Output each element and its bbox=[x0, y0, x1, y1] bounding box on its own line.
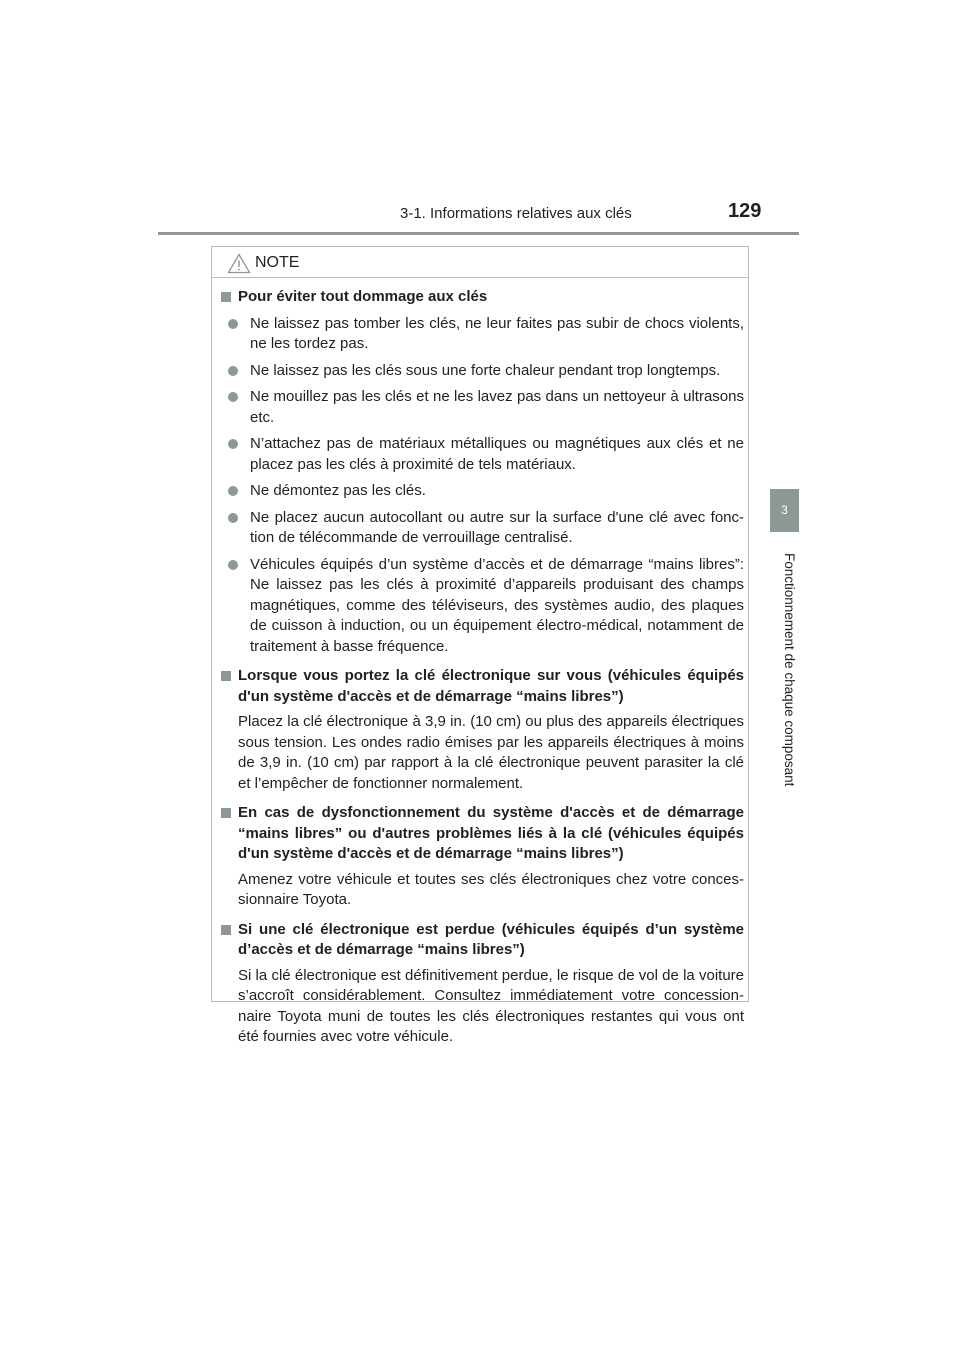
section-heading: Si une clé électronique est perdue (véhicules équipés d’un système d’accès et de démarrage “mains libres”) bbox=[220, 920, 744, 961]
list-item: Véhicules équipés d’un système d’accès et de démarrage “mains libres”: Ne laissez pas les clés à proximité d’appareils produisant des champs magnétiques, comme des téléviseurs, des systèmes audio, des plaques de cuisson à induction, ou un équipement électro-médical, notamment de traitement à basse fréquence. bbox=[228, 555, 744, 658]
note-header bbox=[212, 247, 748, 278]
dot-bullet-icon bbox=[228, 439, 238, 449]
dot-bullet-icon bbox=[228, 392, 238, 402]
note-body bbox=[220, 287, 744, 1048]
list-item: Ne placez aucun autocollant ou autre sur la surface d'une clé avec fonc-tion de télécommande de verrouillage centralisé. bbox=[228, 508, 744, 549]
section-paragraph: Si la clé électronique est définitivement perdue, le risque de vol de la voiture s’accroît considérablement. Consultez immédiatement votre concession-naire Toyota muni de toutes les clés électroniques restantes qui vous ont été fournies avec votre véhicule. bbox=[238, 966, 744, 1045]
square-bullet-icon bbox=[221, 292, 231, 302]
list-item: Ne laissez pas les clés sous une forte chaleur pendant trop longtemps. bbox=[228, 361, 744, 382]
note-title: NOTE bbox=[255, 254, 300, 271]
square-bullet-icon bbox=[221, 671, 231, 681]
list-item: Ne laissez pas tomber les clés, ne leur faites pas subir de chocs violents, ne les tordez pas. bbox=[228, 314, 744, 355]
dot-bullet-icon bbox=[228, 319, 238, 329]
list-item: Ne mouillez pas les clés et ne les lavez pas dans un nettoyeur à ultrasons etc. bbox=[228, 387, 744, 428]
square-bullet-icon bbox=[221, 925, 231, 935]
section-paragraph: Amenez votre véhicule et toutes ses clés électroniques chez votre conces-sionnaire Toyota. bbox=[238, 870, 744, 908]
header-rule bbox=[158, 232, 799, 235]
square-bullet-icon bbox=[221, 808, 231, 818]
section-paragraph: Placez la clé électronique à 3,9 in. (10 cm) ou plus des appareils électriques sous tension. Les ondes radio émises par les appareils électriques à moins de 3,9 in. (10 cm) par rapport à la clé électronique peuvent parasiter la clé et l’empêcher de fonctionner normalement. bbox=[238, 713, 744, 792]
note-box bbox=[211, 246, 749, 1045]
dot-bullet-icon bbox=[228, 560, 238, 570]
dot-bullet-icon bbox=[228, 486, 238, 496]
section-heading: Lorsque vous portez la clé électronique sur vous (véhicules équipés d'un système d'accès et de démarrage “mains libres”) bbox=[220, 666, 744, 707]
chapter-title: Fonctionnement de chaque composant bbox=[782, 553, 797, 787]
list-item: N’attachez pas de matériaux métalliques ou magnétiques aux clés et ne placez pas les clés à proximité de tels matériaux. bbox=[228, 434, 744, 475]
section-heading: Pour éviter tout dommage aux clés bbox=[220, 287, 744, 308]
warning-triangle-icon bbox=[227, 253, 251, 279]
section-heading: En cas de dysfonctionnement du système d'accès et de démarrage “mains libres” ou d'autres problèmes liés à la clé (véhicules équipés d'un système d'accès et de démarrage “mains libres”) bbox=[220, 803, 744, 865]
page-number: 129 bbox=[728, 200, 762, 222]
dot-bullet-icon bbox=[228, 366, 238, 376]
list-item: Ne démontez pas les clés. bbox=[228, 481, 744, 502]
dot-bullet-icon bbox=[228, 513, 238, 523]
chapter-tab: 3 bbox=[770, 489, 799, 532]
section-title: 3-1. Informations relatives aux clés bbox=[400, 205, 632, 222]
